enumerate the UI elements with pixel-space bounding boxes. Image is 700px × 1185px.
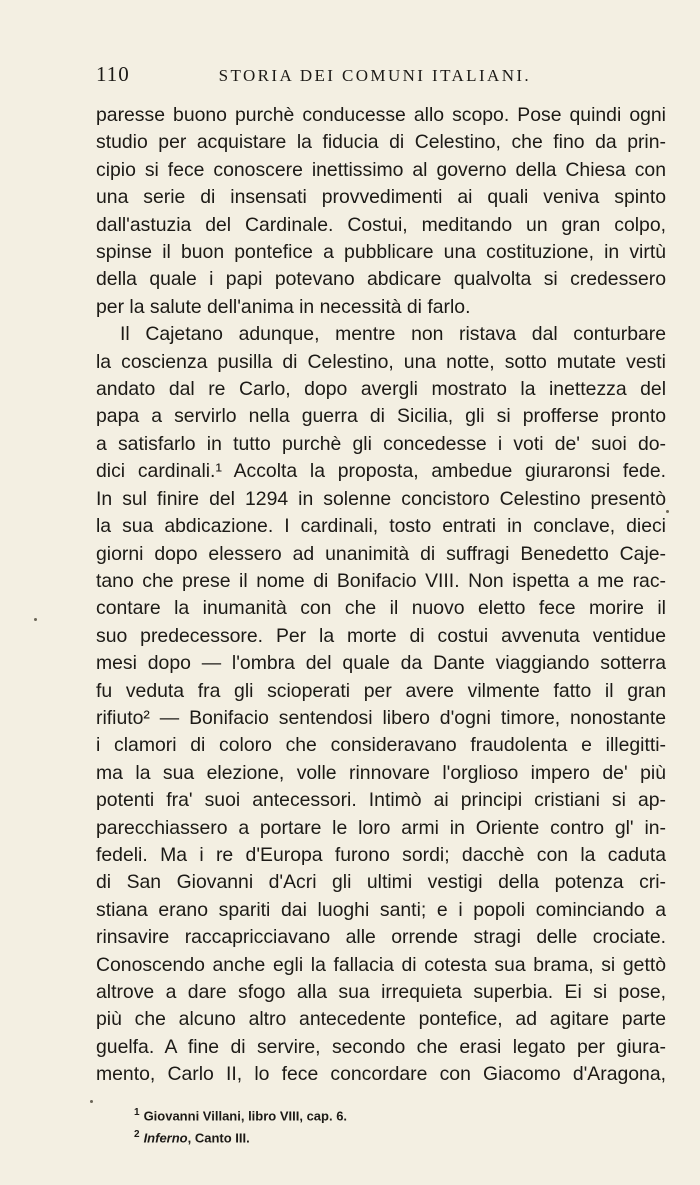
text-line: tano che prese il nome di Bonifacio VIII. Non ispetta a me rac- [96,569,666,592]
footnote-text: Giovanni Villani, libro VIII, cap. 6. [143,1107,348,1123]
footnote-title: Inferno [143,1130,188,1146]
text-line: i clamori di coloro che consideravano fraudolenta e illegitti- [96,734,666,757]
text-line: stiana erano spariti dai luoghi santi; e i popoli cominciando a [96,898,666,921]
text-line: a satisfarlo in tutto purchè gli concedesse i voti de' suoi do- [96,432,666,455]
footnote [134,1125,666,1147]
text-line: potenti fra' suoi antecessori. Intimò ai principi cristiani si ap- [96,789,666,812]
text-line: studio per acquistare la fiducia di Celestino, che fino da prin- [96,131,666,154]
text-line: di San Giovanni d'Acri gli ultimi vestigi della potenza cri- [96,871,666,894]
text-line: fedeli. Ma i re d'Europa furono sordi; dacchè con la caduta [96,843,666,866]
text-line: Il Cajetano adunque, mentre non ristava dal conturbare [120,323,666,346]
footnote-mark: 2 [134,1128,140,1140]
text-line: giorni dopo elessero ad unanimità di suffragi Benedetto Caje- [96,542,666,565]
text-line: guelfa. A fine di servire, secondo che erasi legato per giura- [96,1035,666,1058]
text-line: fu veduta fra gli scioperati per avere vilmente fatto il gran [96,679,666,702]
text-line: paresse buono purchè conducesse allo scopo. Pose quindi ogni [96,104,666,126]
text-line: cipio si fece conoscere inettissimo al governo della Chiesa con [96,158,666,181]
body-text [96,102,666,1089]
text-line: parecchiassero a portare le loro armi in Oriente contro gl' in- [96,816,666,839]
text-line: rinsavire raccapricciavano alle orrende stragi delle crociate. [96,926,666,949]
page-number: 110 [96,62,130,86]
footnotes [134,1103,666,1148]
text-line: ma la sua elezione, volle rinnovare l'orglioso impero de' più [96,761,666,784]
text-line: mento, Carlo II, lo fece concordare con Giacomo d'Aragona, [96,1063,666,1086]
footnote-mark: 1 [134,1106,140,1118]
page-header [96,62,666,100]
text-line: per la salute dell'anima in necessità di farlo. [96,295,471,318]
running-title: STORIA DEI COMUNI ITALIANI. [218,66,532,85]
paper-speck [34,618,37,621]
text-line: contare la inumanità con che il nuovo eletto fece morire il [96,597,666,620]
footnote [134,1103,666,1125]
text-line: andato dal re Carlo, dopo avergli mostrato la inettezza del [96,378,666,401]
text-line: rifiuto² — Bonifacio sentendosi libero d'ogni timore, nonostante [96,706,666,729]
text-line: altrove a dare sfogo alla sua irrequieta superbia. Ei si pose, [96,981,666,1003]
text-line: spinse il buon pontefice a pubblicare una costituzione, in virtù [96,241,666,264]
paper-speck [90,1100,93,1103]
text-line: della quale i papi potevano abdicare qualvolta si credessero [96,268,666,291]
text-line: In sul finire del 1294 in solenne concistoro Celestino presentò [96,487,666,510]
text-line: più che alcuno altro antecedente pontefice, ad agitare parte [96,1008,666,1031]
paper-speck [666,510,669,513]
text-line: papa a servirlo nella guerra di Sicilia, gli si profferse pronto [96,405,666,428]
text-line: la coscienza pusilla di Celestino, una notte, sotto mutate vesti [96,350,666,373]
text-line: dici cardinali.¹ Accolta la proposta, ambedue giuraronsi fede. [96,460,666,483]
text-line: mesi dopo — l'ombra del quale da Dante viaggiando sotterra [96,652,666,675]
text-line: una serie di insensati provvedimenti ai quali veniva spinto [96,186,666,209]
text-line: la sua abdicazione. I cardinali, tosto entrati in conclave, dieci [96,515,666,538]
text-line: Conoscendo anche egli la fallacia di cotesta sua brama, si gettò [96,953,666,976]
text-line: suo predecessore. Per la morte di costui avvenuta ventidue [96,624,666,647]
text-line: dall'astuzia del Cardinale. Costui, meditando un gran colpo, [96,213,666,236]
footnote-text: , Canto III. [187,1130,250,1146]
